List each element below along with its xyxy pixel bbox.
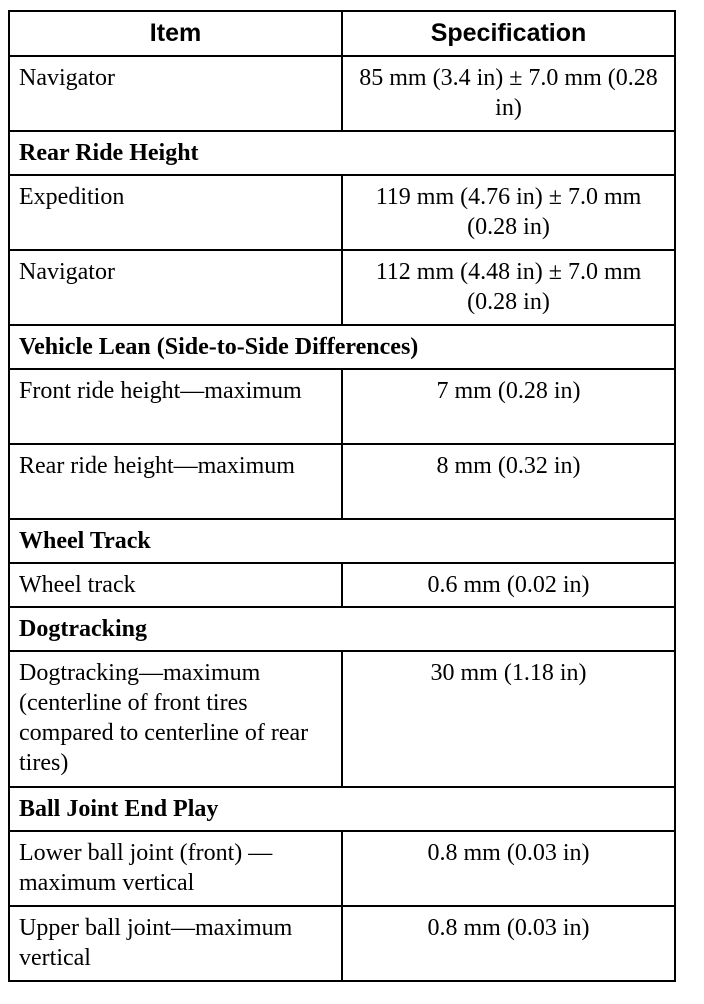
item-cell: Lower ball joint (front) — maximum vertical [9,831,342,906]
table-row [9,651,675,787]
item-cell: Rear ride height—maximum [9,444,342,519]
item-cell: Navigator [9,56,342,131]
table-row [9,369,675,444]
table-row [9,906,675,981]
spec-cell: 0.8 mm (0.03 in) [342,906,675,981]
item-cell: Dogtracking—maximum (centerline of front tires compared to centerline of rear tires) [9,651,342,787]
section-heading: Vehicle Lean (Side-to-Side Differences) [9,325,675,369]
table-row [9,56,675,131]
table-row [9,444,675,519]
spec-cell: 8 mm (0.32 in) [342,444,675,519]
spec-cell: 119 mm (4.76 in) ± 7.0 mm (0.28 in) [342,175,675,250]
spec-cell: 112 mm (4.48 in) ± 7.0 mm (0.28 in) [342,250,675,325]
item-cell: Upper ball joint—maximum vertical [9,906,342,981]
spec-cell: 7 mm (0.28 in) [342,369,675,444]
spec-cell: 0.8 mm (0.03 in) [342,831,675,906]
section-heading: Ball Joint End Play [9,787,675,831]
spec-cell: 0.6 mm (0.02 in) [342,563,675,607]
spec-cell: 30 mm (1.18 in) [342,651,675,787]
table-row [9,175,675,250]
specification-table [8,10,676,982]
section-row [9,519,675,563]
table-header-row [9,11,675,56]
item-cell: Front ride height—maximum [9,369,342,444]
item-cell: Wheel track [9,563,342,607]
table-row [9,563,675,607]
item-cell: Expedition [9,175,342,250]
spec-cell: 85 mm (3.4 in) ± 7.0 mm (0.28 in) [342,56,675,131]
section-heading: Dogtracking [9,607,675,651]
table-row [9,250,675,325]
section-row [9,787,675,831]
section-row [9,131,675,175]
section-row [9,325,675,369]
section-heading: Wheel Track [9,519,675,563]
table-row [9,831,675,906]
section-heading: Rear Ride Height [9,131,675,175]
column-header-item: Item [9,11,342,56]
column-header-specification: Specification [342,11,675,56]
item-cell: Navigator [9,250,342,325]
section-row [9,607,675,651]
